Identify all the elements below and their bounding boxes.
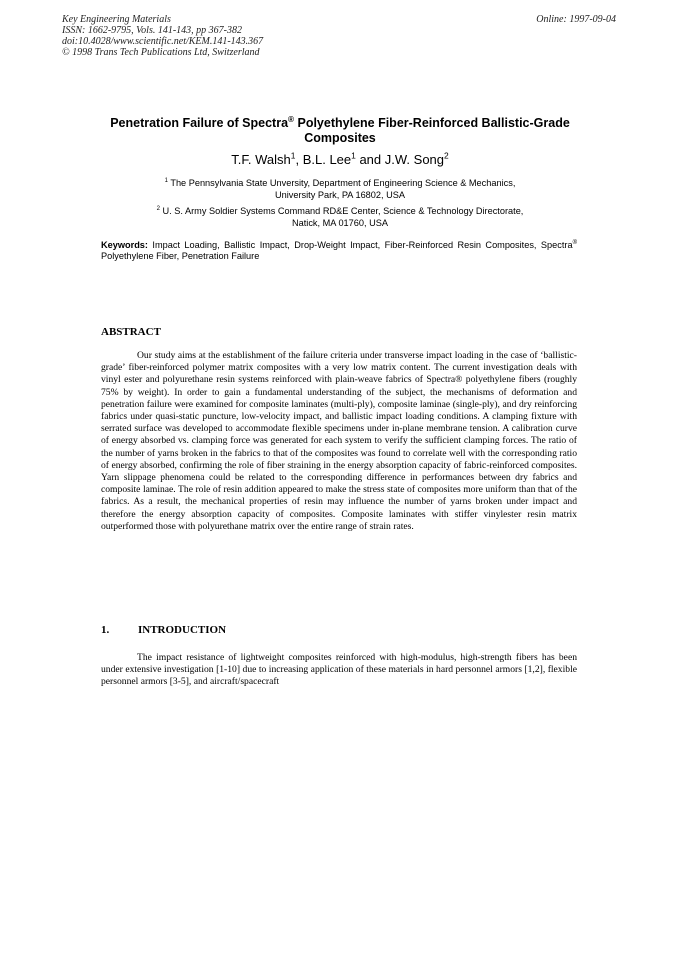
keywords-text: Polyethylene Fiber, Penetration Failure [101, 251, 260, 261]
affiliation-mark: 1 [290, 150, 296, 161]
affiliation-line: Natick, MA 01760, USA [291, 218, 388, 228]
copyright-line: © 1998 Trans Tech Publications Ltd, Switzerland [62, 47, 260, 58]
affiliation [90, 177, 590, 201]
affiliation-mark: 1 [164, 177, 168, 184]
online-date: Online: 1997-09-04 [536, 14, 616, 25]
author-separator: and [355, 152, 385, 167]
affiliation-mark: 2 [444, 150, 449, 161]
affiliation-line: U. S. Army Soldier Systems Command RD&E Center, Science & Technology Directorate, [162, 206, 524, 216]
registered-mark: ® [288, 114, 295, 124]
keywords-label: Keywords: [101, 240, 148, 250]
keywords [101, 240, 577, 262]
issn-line: ISSN: 1662-9795, Vols. 141-143, pp 367-382 [62, 25, 242, 36]
registered-mark: ® [572, 239, 577, 246]
doi-line[interactable]: doi:10.4028/www.scientific.net/KEM.141-143.367 [62, 36, 264, 47]
keywords-text: Impact Loading, Ballistic Impact, Drop-Weight Impact, Fiber-Reinforced Resin Composites, Spectra [147, 240, 573, 250]
introduction-paragraph: The impact resistance of lightweight composites reinforced with high-modulus, high-strength fibers has been under extensive investigation [1-10] due to increasing application of these materials in hard personnel armors [1,2], flexible personnel armors [3-5], and aircraft/spacecraft [101, 652, 577, 688]
author-line [90, 152, 590, 167]
abstract-paragraph: Our study aims at the establishment of the failure criteria under transverse impact loading in the case of ‘ballistic-grade’ fiber-reinforced polymer matrix composites with a very low matrix content. The current investigation deals with vinyl ester and polyurethane resin systems reinforced with plain-weave fabrics of Spectra® polyethylene fibers (roughly 75% by weight). In order to gain a fundamental understanding of the subject, the mechanisms of deformation and penetration failure were examined for composite laminates (multi-ply), composite laminae (single-ply), and dry reinforcing fabrics under quasi-static puncture, low-velocity impact, and ballistic impact loading conditions. A clamping fixture with serrated surface was developed to accommodate flexible specimens under in-plane membrane tension. A calibration curve of energy absorbed vs. clamping force was generated for each system to verify the sufficient clamping forces. The ratio of the number of yarns broken in the fabrics to that of the composites was found to correlate well with the corresponding ratio of energy absorbed, confirming the role of fiber straining in the energy absorption capacity of fabric-reinforced composites. Yarn slippage phenomena could be related to the corresponding difference in performances between dry fabrics and composite laminae. The role of resin addition appeared to make the stress state of composites more uniform than that of the fabrics. As a result, the mechanical properties of resin may influence the number of yarns broken under impact and therefore the energy absorption capacity of composites. Composite laminates with stiffer vinylester resin matrix outperformed those with polyurethane matrix over the entire range of strain rates. [101, 350, 577, 532]
section-number: 1. [101, 624, 110, 636]
paper-title [90, 116, 590, 146]
title-part: Penetration Failure of Spectra [110, 116, 289, 130]
introduction-heading [101, 624, 226, 636]
title-part: Polyethylene Fiber-Reinforced Ballistic-Grade Composites [294, 116, 570, 145]
author-name: J.W. Song [384, 152, 445, 167]
affiliation-line: The Pennsylvania State Unversity, Department of Engineering Science & Mechanics, [170, 178, 516, 188]
affiliation-line: University Park, PA 16802, USA [274, 190, 406, 200]
affiliation-mark: 2 [156, 205, 160, 212]
section-title: INTRODUCTION [138, 624, 227, 636]
affiliation-mark: 1 [351, 150, 356, 161]
journal-name: Key Engineering Materials [62, 14, 171, 25]
abstract-heading: ABSTRACT [101, 326, 161, 338]
author-name: T.F. Walsh [231, 152, 291, 167]
author-separator: , [295, 152, 303, 167]
author-name: B.L. Lee [302, 152, 352, 167]
publication-header [62, 14, 263, 58]
affiliation [90, 205, 590, 229]
